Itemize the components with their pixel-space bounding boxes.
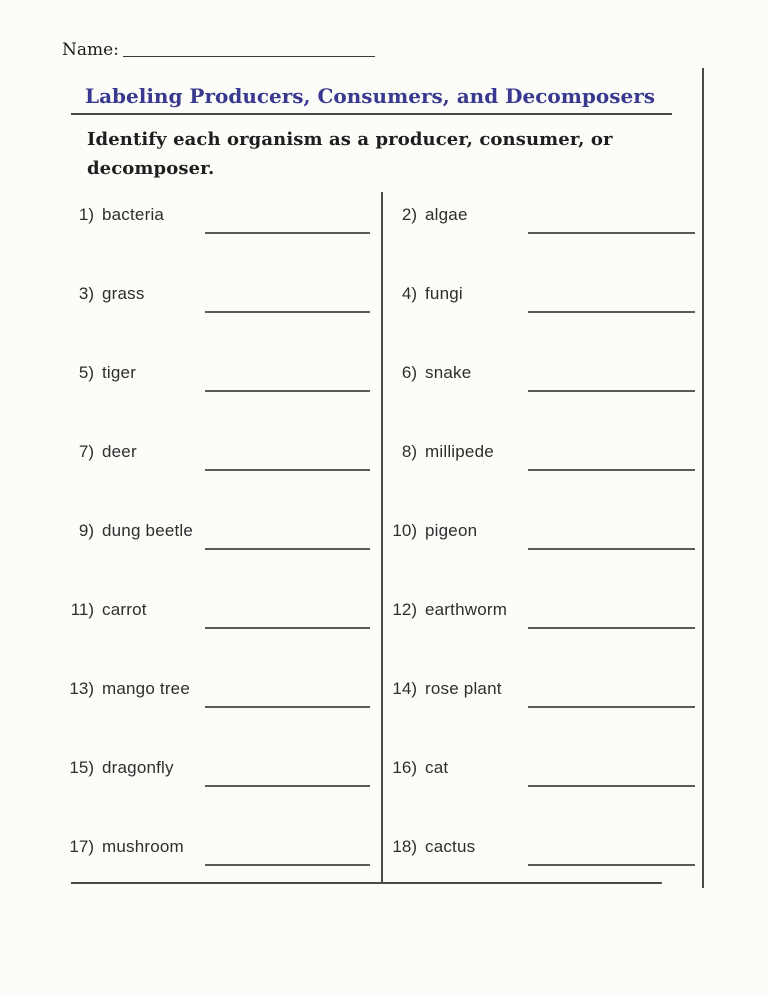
item-label-group xyxy=(66,205,205,225)
item-number: 16) xyxy=(392,758,417,778)
item-label: snake xyxy=(425,362,472,382)
item-label-group xyxy=(384,758,528,778)
item-number: 12) xyxy=(392,600,417,620)
item-label: pigeon xyxy=(425,520,478,540)
item-label: dung beetle xyxy=(102,520,194,540)
worksheet-row xyxy=(66,175,703,254)
item-label: algae xyxy=(425,204,468,224)
question-7 xyxy=(66,437,382,467)
question-4 xyxy=(382,279,703,309)
worksheet-row xyxy=(66,254,703,333)
answer-blank-line xyxy=(205,603,370,629)
question-14 xyxy=(382,674,703,704)
question-15 xyxy=(66,753,382,783)
item-label-group xyxy=(66,442,205,462)
item-number: 4) xyxy=(401,283,417,303)
question-11 xyxy=(66,595,382,625)
item-label-group xyxy=(384,363,528,383)
question-9 xyxy=(66,516,382,546)
item-number: 5) xyxy=(78,362,94,382)
item-label: earthworm xyxy=(425,600,508,620)
worksheet-row xyxy=(66,412,703,491)
item-label-group xyxy=(66,600,205,620)
answer-blank-line xyxy=(528,524,695,550)
answer-blank-line xyxy=(205,445,370,471)
item-label: mushroom xyxy=(102,837,184,857)
answer-blank-line xyxy=(205,840,370,866)
item-label-group xyxy=(66,758,205,778)
item-number: 9) xyxy=(78,520,94,540)
answer-blank-line xyxy=(205,287,370,313)
question-2 xyxy=(382,200,703,230)
worksheet-row xyxy=(66,808,703,887)
item-number: 14) xyxy=(392,679,417,699)
item-label: carrot xyxy=(102,600,147,620)
question-5 xyxy=(66,358,382,388)
instructions-text: Identify each organism as a producer, consumer, or decomposer. xyxy=(87,129,613,179)
question-16 xyxy=(382,753,703,783)
item-label: mango tree xyxy=(102,679,190,699)
worksheet-row xyxy=(66,650,703,729)
answer-blank-line xyxy=(528,761,695,787)
item-label-group xyxy=(66,521,205,541)
item-number: 18) xyxy=(392,837,417,857)
item-number: 15) xyxy=(69,758,94,778)
name-row xyxy=(62,40,375,60)
item-label-group xyxy=(66,679,205,699)
name-blank-line xyxy=(123,55,375,57)
item-label: grass xyxy=(102,283,145,303)
item-number: 3) xyxy=(78,283,94,303)
item-number: 11) xyxy=(70,600,94,620)
item-label-group xyxy=(384,284,528,304)
item-label: fungi xyxy=(425,283,463,303)
question-13 xyxy=(66,674,382,704)
worksheet-row xyxy=(66,571,703,650)
item-label-group xyxy=(384,205,528,225)
item-label: cat xyxy=(425,758,449,778)
item-label-group xyxy=(384,521,528,541)
item-label-group xyxy=(66,363,205,383)
item-number: 13) xyxy=(69,679,94,699)
bottom-rule xyxy=(71,882,662,884)
answer-blank-line xyxy=(528,208,695,234)
item-label: millipede xyxy=(425,441,494,461)
worksheet-row xyxy=(66,729,703,808)
name-label: Name: xyxy=(62,40,119,60)
right-border-rule xyxy=(702,68,704,888)
title-rule xyxy=(71,113,672,115)
item-number: 1) xyxy=(78,204,94,224)
item-label-group xyxy=(384,442,528,462)
item-number: 6) xyxy=(401,362,417,382)
item-label-group xyxy=(384,837,528,857)
item-label-group xyxy=(384,600,528,620)
item-label: bacteria xyxy=(102,204,165,224)
worksheet-row xyxy=(66,491,703,570)
item-label: rose plant xyxy=(425,679,502,699)
item-label: tiger xyxy=(102,362,137,382)
question-17 xyxy=(66,832,382,862)
question-8 xyxy=(382,437,703,467)
answer-blank-line xyxy=(205,366,370,392)
item-label: deer xyxy=(102,441,137,461)
worksheet-row xyxy=(66,333,703,412)
answer-blank-line xyxy=(205,761,370,787)
answer-blank-line xyxy=(528,840,695,866)
question-1 xyxy=(66,200,382,230)
answer-blank-line xyxy=(528,287,695,313)
item-number: 2) xyxy=(401,204,417,224)
answer-blank-line xyxy=(528,445,695,471)
answer-blank-line xyxy=(205,682,370,708)
item-number: 7) xyxy=(78,441,94,461)
question-12 xyxy=(382,595,703,625)
question-6 xyxy=(382,358,703,388)
item-label-group xyxy=(66,837,205,857)
item-label-group xyxy=(384,679,528,699)
item-label: cactus xyxy=(425,837,476,857)
item-label: dragonfly xyxy=(102,758,174,778)
item-number: 10) xyxy=(392,520,417,540)
item-number: 17) xyxy=(69,837,94,857)
page-title: Labeling Producers, Consumers, and Decomposers xyxy=(85,84,655,108)
answer-blank-line xyxy=(528,682,695,708)
item-number: 8) xyxy=(401,441,417,461)
answer-blank-line xyxy=(528,603,695,629)
question-10 xyxy=(382,516,703,546)
answer-blank-line xyxy=(205,208,370,234)
worksheet-rows xyxy=(66,175,703,887)
column-divider xyxy=(381,192,383,883)
question-3 xyxy=(66,279,382,309)
answer-blank-line xyxy=(528,366,695,392)
item-label-group xyxy=(66,284,205,304)
question-18 xyxy=(382,832,703,862)
answer-blank-line xyxy=(205,524,370,550)
